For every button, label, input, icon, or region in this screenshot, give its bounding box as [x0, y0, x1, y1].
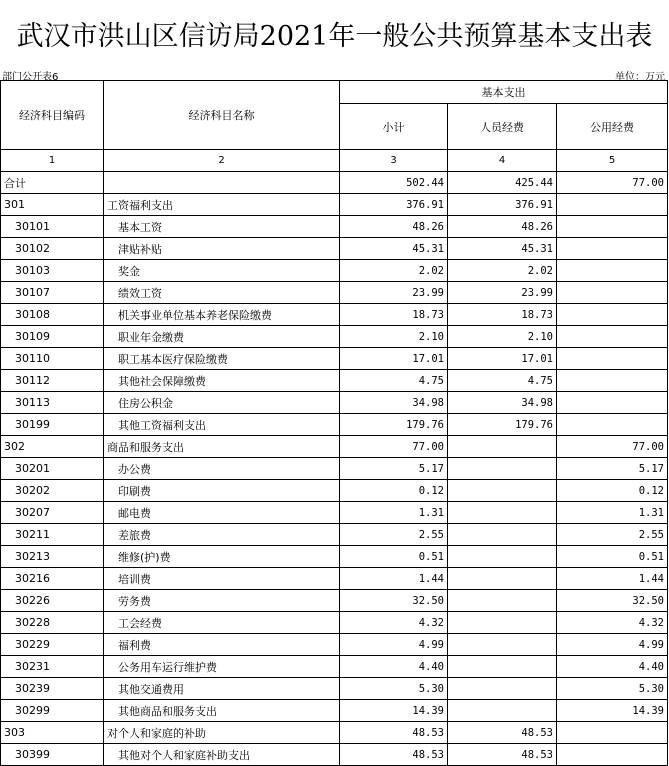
row-code: 30103 [1, 260, 104, 282]
table-row [1, 612, 668, 634]
row-public [557, 414, 668, 436]
row-personnel [448, 568, 557, 590]
table-row [1, 392, 668, 414]
row-subtotal: 1.44 [340, 568, 448, 590]
row-code: 30202 [1, 480, 104, 502]
table-body [1, 172, 668, 766]
row-code: 30226 [1, 590, 104, 612]
table-row [1, 348, 668, 370]
row-personnel [448, 612, 557, 634]
row-code: 30216 [1, 568, 104, 590]
row-code: 30102 [1, 238, 104, 260]
row-code: 30207 [1, 502, 104, 524]
row-subtotal: 502.44 [340, 172, 448, 194]
row-public: 1.31 [557, 502, 668, 524]
row-code: 30112 [1, 370, 104, 392]
row-public: 1.44 [557, 568, 668, 590]
row-name: 基本工资 [104, 216, 340, 238]
row-name: 其他商品和服务支出 [104, 700, 340, 722]
row-personnel: 48.53 [448, 722, 557, 744]
table-row [1, 744, 668, 766]
col-number: 2 [104, 150, 340, 172]
row-subtotal: 1.31 [340, 502, 448, 524]
row-code: 30109 [1, 326, 104, 348]
row-subtotal: 2.10 [340, 326, 448, 348]
row-subtotal: 179.76 [340, 414, 448, 436]
row-subtotal: 48.53 [340, 744, 448, 766]
row-code: 30231 [1, 656, 104, 678]
row-personnel [448, 656, 557, 678]
header-code: 经济科目编码 [1, 81, 104, 150]
row-code: 303 [1, 722, 104, 744]
row-personnel: 23.99 [448, 282, 557, 304]
table-row [1, 436, 668, 458]
table-row [1, 216, 668, 238]
page-title: 武汉市洪山区信访局2021年一般公共预算基本支出表 [16, 21, 653, 52]
row-code: 30113 [1, 392, 104, 414]
row-subtotal: 2.02 [340, 260, 448, 282]
row-code: 302 [1, 436, 104, 458]
row-personnel: 376.91 [448, 194, 557, 216]
row-subtotal: 0.12 [340, 480, 448, 502]
row-name: 对个人和家庭的补助 [104, 722, 340, 744]
row-subtotal: 18.73 [340, 304, 448, 326]
header-subtotal: 小计 [340, 104, 448, 150]
row-subtotal: 48.53 [340, 722, 448, 744]
row-personnel: 48.26 [448, 216, 557, 238]
table-row [1, 524, 668, 546]
row-public [557, 326, 668, 348]
row-subtotal: 17.01 [340, 348, 448, 370]
table-row [1, 282, 668, 304]
table-row [1, 172, 668, 194]
table-row [1, 326, 668, 348]
table-row [1, 480, 668, 502]
row-code: 30211 [1, 524, 104, 546]
table-row [1, 546, 668, 568]
table-row [1, 238, 668, 260]
row-personnel: 2.02 [448, 260, 557, 282]
row-public: 0.51 [557, 546, 668, 568]
row-code: 30299 [1, 700, 104, 722]
table-row [1, 634, 668, 656]
row-personnel [448, 502, 557, 524]
row-name: 住房公积金 [104, 392, 340, 414]
row-personnel: 2.10 [448, 326, 557, 348]
row-public [557, 348, 668, 370]
table-row [1, 414, 668, 436]
row-subtotal: 14.39 [340, 700, 448, 722]
row-public: 32.50 [557, 590, 668, 612]
table-row [1, 370, 668, 392]
row-name: 公务用车运行维护费 [104, 656, 340, 678]
row-name [104, 172, 340, 194]
row-public: 77.00 [557, 172, 668, 194]
row-subtotal: 4.75 [340, 370, 448, 392]
row-name: 奖金 [104, 260, 340, 282]
table-row [1, 568, 668, 590]
row-name: 职业年金缴费 [104, 326, 340, 348]
row-personnel: 4.75 [448, 370, 557, 392]
row-subtotal: 77.00 [340, 436, 448, 458]
row-code: 30201 [1, 458, 104, 480]
row-subtotal: 0.51 [340, 546, 448, 568]
row-code: 30239 [1, 678, 104, 700]
row-subtotal: 2.55 [340, 524, 448, 546]
row-name: 培训费 [104, 568, 340, 590]
row-subtotal: 34.98 [340, 392, 448, 414]
row-subtotal: 32.50 [340, 590, 448, 612]
row-personnel [448, 436, 557, 458]
row-public: 4.40 [557, 656, 668, 678]
col-number: 4 [448, 150, 557, 172]
row-code: 30399 [1, 744, 104, 766]
row-subtotal: 5.30 [340, 678, 448, 700]
row-public: 5.30 [557, 678, 668, 700]
unit-label: 单位：万元 [615, 72, 665, 83]
row-public [557, 260, 668, 282]
row-name: 福利费 [104, 634, 340, 656]
table-row [1, 304, 668, 326]
col-number: 5 [557, 150, 668, 172]
row-public [557, 238, 668, 260]
row-public [557, 304, 668, 326]
row-code: 30213 [1, 546, 104, 568]
row-subtotal: 376.91 [340, 194, 448, 216]
row-public [557, 194, 668, 216]
row-subtotal: 48.26 [340, 216, 448, 238]
row-public [557, 392, 668, 414]
header-personnel: 人员经费 [448, 104, 557, 150]
row-personnel [448, 524, 557, 546]
row-personnel [448, 480, 557, 502]
row-public: 2.55 [557, 524, 668, 546]
row-name: 差旅费 [104, 524, 340, 546]
table-row [1, 194, 668, 216]
row-subtotal: 23.99 [340, 282, 448, 304]
table-row [1, 656, 668, 678]
row-code: 30199 [1, 414, 104, 436]
row-personnel [448, 678, 557, 700]
row-public [557, 722, 668, 744]
row-personnel [448, 546, 557, 568]
row-personnel: 48.53 [448, 744, 557, 766]
row-name: 津贴补贴 [104, 238, 340, 260]
form-label: 部门公开表6 [2, 72, 59, 83]
row-public: 4.32 [557, 612, 668, 634]
header-name: 经济科目名称 [104, 81, 340, 150]
row-name: 机关事业单位基本养老保险缴费 [104, 304, 340, 326]
header-basic: 基本支出 [340, 81, 668, 104]
table-row [1, 260, 668, 282]
row-code: 30228 [1, 612, 104, 634]
row-personnel: 179.76 [448, 414, 557, 436]
row-code: 30107 [1, 282, 104, 304]
table-row [1, 722, 668, 744]
table-row [1, 590, 668, 612]
row-name: 绩效工资 [104, 282, 340, 304]
row-name: 工资福利支出 [104, 194, 340, 216]
row-name: 其他工资福利支出 [104, 414, 340, 436]
row-code: 30108 [1, 304, 104, 326]
row-public: 0.12 [557, 480, 668, 502]
row-name: 商品和服务支出 [104, 436, 340, 458]
row-subtotal: 4.99 [340, 634, 448, 656]
table-row [1, 678, 668, 700]
row-public: 5.17 [557, 458, 668, 480]
row-subtotal: 4.40 [340, 656, 448, 678]
row-public: 14.39 [557, 700, 668, 722]
row-personnel [448, 590, 557, 612]
row-name: 其他社会保障缴费 [104, 370, 340, 392]
row-public: 4.99 [557, 634, 668, 656]
table-row [1, 458, 668, 480]
row-name: 维修(护)费 [104, 546, 340, 568]
row-name: 职工基本医疗保险缴费 [104, 348, 340, 370]
row-name: 其他对个人和家庭补助支出 [104, 744, 340, 766]
row-code: 301 [1, 194, 104, 216]
row-subtotal: 5.17 [340, 458, 448, 480]
row-code: 30101 [1, 216, 104, 238]
row-personnel: 45.31 [448, 238, 557, 260]
row-code: 30229 [1, 634, 104, 656]
row-personnel: 18.73 [448, 304, 557, 326]
col-number: 1 [1, 150, 104, 172]
header-public: 公用经费 [557, 104, 668, 150]
row-public [557, 282, 668, 304]
row-name: 其他交通费用 [104, 678, 340, 700]
row-name: 印刷费 [104, 480, 340, 502]
budget-table [0, 80, 668, 766]
row-personnel [448, 634, 557, 656]
row-subtotal: 45.31 [340, 238, 448, 260]
row-subtotal: 4.32 [340, 612, 448, 634]
row-code: 合计 [1, 172, 104, 194]
row-code: 30110 [1, 348, 104, 370]
row-name: 办公费 [104, 458, 340, 480]
row-public [557, 744, 668, 766]
row-public [557, 370, 668, 392]
col-number: 3 [340, 150, 448, 172]
row-public [557, 216, 668, 238]
row-public: 77.00 [557, 436, 668, 458]
row-name: 工会经费 [104, 612, 340, 634]
table-row [1, 700, 668, 722]
row-personnel: 425.44 [448, 172, 557, 194]
row-personnel: 34.98 [448, 392, 557, 414]
row-name: 劳务费 [104, 590, 340, 612]
row-name: 邮电费 [104, 502, 340, 524]
row-personnel: 17.01 [448, 348, 557, 370]
row-personnel [448, 700, 557, 722]
table-row [1, 502, 668, 524]
row-personnel [448, 458, 557, 480]
